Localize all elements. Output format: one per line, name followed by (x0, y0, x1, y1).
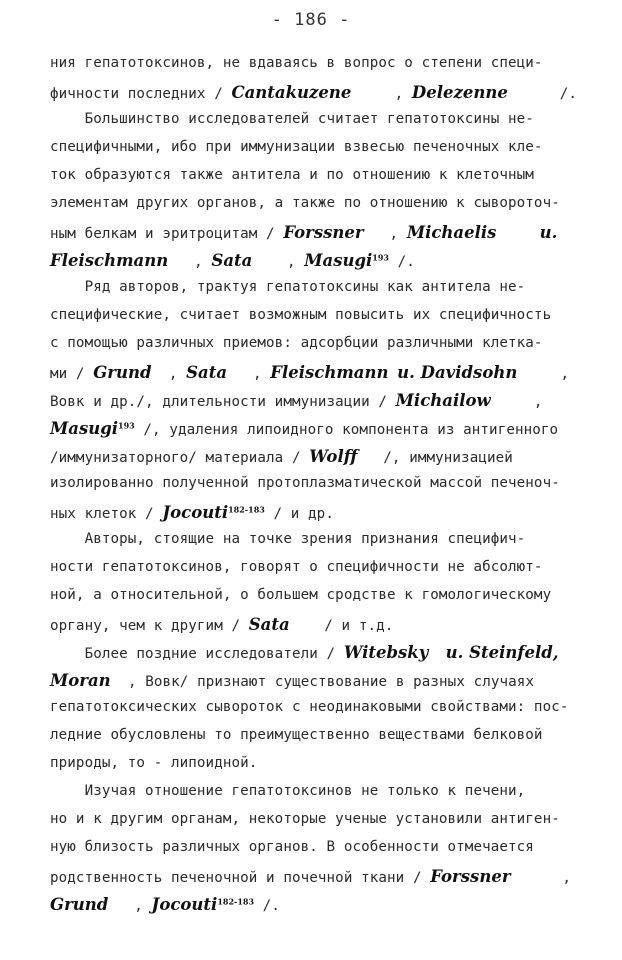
handwritten-author-name: Fleischmann (270, 363, 389, 382)
handwritten-author-name: Fleischmann (50, 251, 169, 270)
reference-superscript: 182-183 (228, 504, 265, 515)
typed-text: ных клеток / (50, 506, 163, 522)
text-line (50, 643, 559, 662)
handwritten-author-name: Masugi (50, 419, 119, 438)
text-line (50, 531, 525, 547)
text-line (50, 615, 393, 634)
text-line (50, 867, 571, 886)
text-line (50, 839, 534, 855)
handwritten-author-name: Jocouti (151, 895, 218, 914)
handwritten-author-name: Forssner (430, 867, 511, 886)
text-line (50, 335, 543, 351)
typed-text: ную близость различных органов. В особенности отмечается (50, 839, 534, 855)
page-number: - 186 - (271, 10, 351, 30)
typed-text: элементам других органов, а также по отношению к сывороточ- (50, 195, 560, 211)
handwritten-author-name: Forssner (283, 223, 364, 242)
typed-text: /иммунизаторного/ материала / (50, 450, 310, 466)
typed-text: /, иммунизацией (357, 450, 513, 466)
typed-text (496, 226, 539, 242)
typed-text: изолированно полученной протоплазматической массой печеноч- (50, 475, 560, 491)
typed-text: /. (254, 898, 280, 914)
typed-text: Большинство исследователей считает гепатотоксины не- (50, 111, 534, 127)
text-line (50, 895, 280, 914)
handwritten-author-name: Michailow (395, 391, 491, 410)
text-line (50, 55, 543, 71)
text-line (50, 671, 534, 690)
text-line (50, 475, 560, 491)
handwritten-author-name: u. (539, 223, 558, 242)
typed-text: ной, а относительной, о большем сродстве к гомологическому (50, 587, 552, 603)
text-line (50, 587, 551, 603)
typed-text: /. (507, 86, 577, 102)
text-line (50, 755, 257, 771)
handwritten-author-name: Delezenne (411, 83, 508, 102)
text-line (50, 447, 513, 466)
text-line (50, 279, 525, 295)
reference-superscript: 182-183 (217, 896, 255, 907)
handwritten-author-name: u. Davidsohn (397, 363, 518, 382)
text-line (50, 699, 569, 715)
reference-superscript: 193 (118, 420, 135, 431)
text-line (50, 167, 534, 183)
text-line (50, 195, 560, 211)
typed-text: ток образуются также антитела и по отношению к клеточным (50, 167, 534, 183)
typed-text: гепатотоксических сывороток с неодинаковыми свойствами: пос- (50, 699, 569, 715)
typed-text: , (227, 366, 271, 382)
typed-text: , (151, 366, 187, 382)
reference-superscript: 193 (372, 252, 389, 263)
handwritten-author-name: u. Steinfeld, (445, 643, 559, 662)
typed-text: , (351, 86, 412, 102)
handwritten-author-name: Masugi (304, 251, 373, 270)
typed-text: органу, чем к другим / (50, 618, 249, 634)
typed-text: , (252, 254, 305, 270)
typed-text: / и т.д. (289, 618, 394, 634)
typed-text: , (490, 394, 543, 410)
typed-text: специфичными, ибо при иммунизации взвесью печеночных кле- (50, 139, 543, 155)
typed-text: , (517, 366, 570, 382)
handwritten-author-name: Sata (211, 251, 253, 270)
handwritten-author-name: Sata (248, 615, 290, 634)
typed-text: ледние обусловлены то преимущественно веществами белковой (50, 727, 543, 743)
handwritten-author-name: Grund (93, 363, 152, 382)
typed-text: Ряд авторов, трактуя гепатотоксины как антитела не- (50, 279, 526, 295)
typed-text: , (363, 226, 407, 242)
text-line (50, 727, 543, 743)
typed-text: фичности последних / (50, 86, 232, 102)
typed-text: , (510, 870, 572, 886)
text-line (50, 307, 551, 323)
typed-text: /. (388, 254, 415, 270)
typed-text: ми / (50, 366, 94, 382)
text-line (50, 83, 577, 102)
text-line (50, 223, 557, 242)
typed-text: Более поздние исследователи / (50, 646, 344, 662)
typed-text (389, 366, 398, 382)
typed-text: /, удаления липоидного компонента из антигенного (134, 422, 559, 438)
typed-text: , Вовк/ признают существование в разных случаях (110, 674, 535, 690)
text-line (50, 111, 534, 127)
typed-text: ния гепатотоксинов, не вдаваясь в вопрос о степени специ- (50, 55, 543, 71)
typed-text: с помощью различных приемов: адсорбции различными клетка- (50, 335, 543, 351)
typed-text: природы, то - липоидной. (50, 755, 258, 771)
handwritten-author-name: Jocouti (162, 503, 229, 522)
typed-text: , (168, 254, 212, 270)
typed-text: Вовк и др./, длительности иммунизации / (50, 394, 396, 410)
handwritten-author-name: Cantakuzene (231, 83, 352, 102)
handwritten-author-name: Moran (50, 671, 111, 690)
typed-text: / и др. (264, 506, 334, 522)
typed-text: ным белкам и эритроцитам / (50, 226, 284, 242)
typed-text: Авторы, стоящие на точке зрения признания специфич- (50, 531, 526, 547)
handwritten-author-name: Wolff (309, 447, 358, 466)
handwritten-author-name: Grund (50, 895, 109, 914)
text-line (50, 251, 415, 270)
handwritten-author-name: Witebsky (343, 643, 429, 662)
text-line (50, 363, 569, 382)
text-line (50, 811, 560, 827)
typed-text: ности гепатотоксинов, говорят о специфичности не абсолют- (50, 559, 543, 575)
typed-text (428, 646, 445, 662)
typed-text: Изучая отношение гепатотоксинов не только к печени, (50, 783, 526, 799)
typed-text: родственность печеночной и почечной ткани / (50, 870, 431, 886)
text-line (50, 391, 543, 410)
typed-text: , (108, 898, 152, 914)
text-line (50, 139, 543, 155)
text-line (50, 559, 543, 575)
typed-text: но и к другим органам, некоторые ученые установили антиген- (50, 811, 560, 827)
text-line (50, 503, 334, 522)
handwritten-author-name: Michaelis (406, 223, 497, 242)
handwritten-author-name: Sata (186, 363, 228, 382)
text-line (50, 419, 558, 438)
typed-text: специфические, считает возможным повысить их специфичность (50, 307, 552, 323)
text-line (50, 783, 525, 799)
